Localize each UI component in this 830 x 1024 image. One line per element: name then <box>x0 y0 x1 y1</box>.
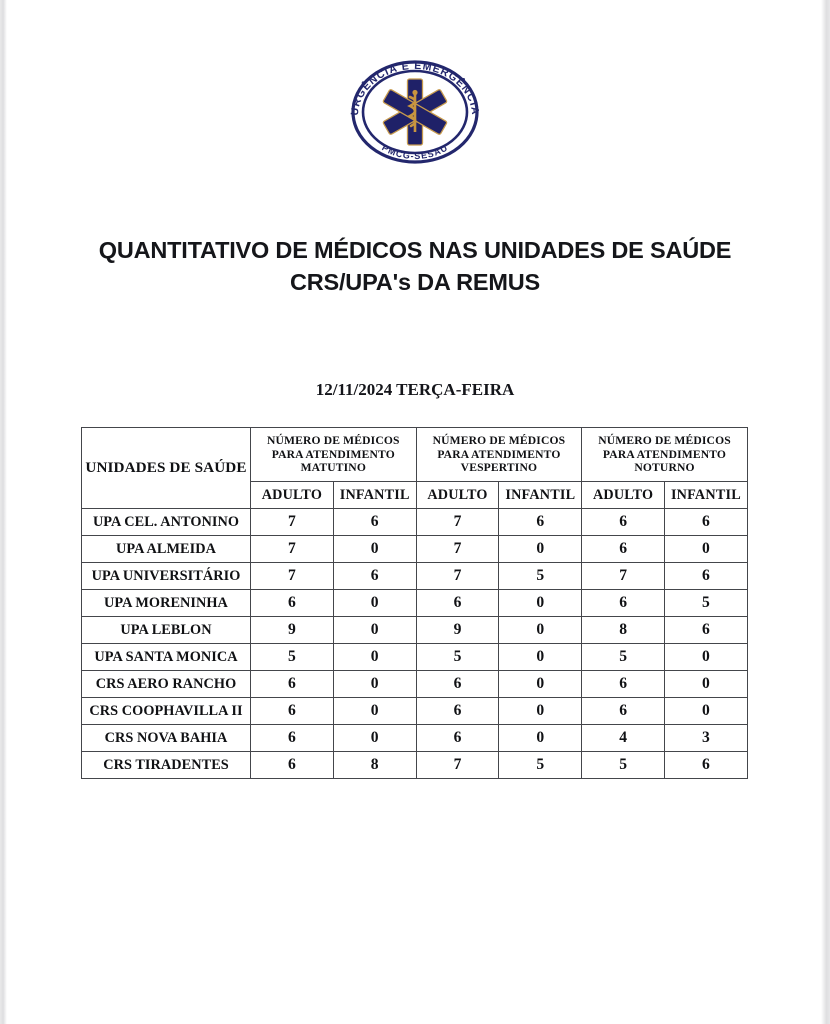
cell-vespertino-adulto: 6 <box>416 671 499 698</box>
cell-vespertino-infantil: 0 <box>499 644 582 671</box>
group-header-line-2: PARA ATENDIMENTO <box>271 447 395 461</box>
urgencia-emergencia-seal-icon <box>336 58 494 166</box>
group-header-line-3: VESPERTINO <box>460 461 538 475</box>
cell-noturno-infantil: 0 <box>665 644 748 671</box>
cell-unit-name: UPA MORENINHA <box>82 590 251 617</box>
cell-noturno-adulto: 5 <box>582 644 665 671</box>
cell-noturno-adulto: 6 <box>582 671 665 698</box>
cell-vespertino-adulto: 6 <box>416 725 499 752</box>
cell-unit-name: UPA LEBLON <box>82 617 251 644</box>
doctors-count-table-container <box>81 427 747 779</box>
cell-matutino-adulto: 9 <box>251 617 334 644</box>
cell-noturno-infantil: 3 <box>665 725 748 752</box>
cell-unit-name: UPA ALMEIDA <box>82 536 251 563</box>
cell-unit-name: CRS AERO RANCHO <box>82 671 251 698</box>
group-header-line-1: NÚMERO DE MÉDICOS <box>432 434 566 448</box>
cell-vespertino-infantil: 5 <box>499 752 582 779</box>
cell-matutino-adulto: 6 <box>251 698 334 725</box>
group-header-line-2: PARA ATENDIMENTO <box>602 447 727 461</box>
document-date: 12/11/2024 TERÇA-FEIRA <box>315 380 515 399</box>
table-body <box>82 509 748 779</box>
column-header-noturno-infantil: INFANTIL <box>665 482 748 509</box>
table-row <box>82 563 748 590</box>
cell-unit-name: UPA SANTA MONICA <box>82 644 251 671</box>
cell-matutino-infantil: 0 <box>333 725 416 752</box>
cell-vespertino-infantil: 6 <box>499 509 582 536</box>
column-header-matutino-adulto: ADULTO <box>251 482 334 509</box>
svg-text:PMCG-SESAU: PMCG-SESAU <box>380 142 450 162</box>
cell-vespertino-adulto: 6 <box>416 590 499 617</box>
cell-unit-name: CRS COOPHAVILLA II <box>82 698 251 725</box>
cell-noturno-infantil: 6 <box>665 617 748 644</box>
table-row <box>82 617 748 644</box>
table-row <box>82 725 748 752</box>
cell-noturno-infantil: 6 <box>665 752 748 779</box>
cell-vespertino-adulto: 7 <box>416 509 499 536</box>
cell-unit-name: UPA UNIVERSITÁRIO <box>82 563 251 590</box>
group-header-line-3: MATUTINO <box>300 461 366 475</box>
table-row <box>82 536 748 563</box>
column-header-vespertino-infantil: INFANTIL <box>499 482 582 509</box>
column-group-header-noturno <box>582 428 748 482</box>
group-header-line-1: NÚMERO DE MÉDICOS <box>266 434 400 448</box>
column-header-vespertino-adulto: ADULTO <box>416 482 499 509</box>
cell-vespertino-infantil: 0 <box>499 671 582 698</box>
cell-vespertino-adulto: 7 <box>416 563 499 590</box>
table-head <box>82 428 748 509</box>
table-row <box>82 509 748 536</box>
group-header-line-2: PARA ATENDIMENTO <box>437 447 561 461</box>
cell-matutino-adulto: 7 <box>251 563 334 590</box>
cell-noturno-infantil: 6 <box>665 563 748 590</box>
cell-noturno-adulto: 4 <box>582 725 665 752</box>
cell-noturno-adulto: 6 <box>582 536 665 563</box>
column-group-header-matutino <box>251 428 417 482</box>
cell-matutino-infantil: 6 <box>333 509 416 536</box>
cell-noturno-adulto: 6 <box>582 698 665 725</box>
cell-matutino-adulto: 6 <box>251 725 334 752</box>
cell-noturno-infantil: 6 <box>665 509 748 536</box>
cell-matutino-infantil: 0 <box>333 536 416 563</box>
cell-matutino-infantil: 0 <box>333 644 416 671</box>
svg-text:URGÊNCIA E EMERGÊNCIA: URGÊNCIA E EMERGÊNCIA <box>348 59 482 117</box>
cell-noturno-adulto: 6 <box>582 509 665 536</box>
cell-noturno-infantil: 0 <box>665 671 748 698</box>
group-header-line-3: NOTURNO <box>634 461 695 475</box>
table-row <box>82 698 748 725</box>
cell-vespertino-infantil: 5 <box>499 563 582 590</box>
page-title-line-1: QUANTITATIVO DE MÉDICOS NAS UNIDADES DE SAÚDE <box>98 237 732 263</box>
cell-matutino-infantil: 0 <box>333 698 416 725</box>
cell-noturno-adulto: 5 <box>582 752 665 779</box>
cell-matutino-adulto: 5 <box>251 644 334 671</box>
cell-noturno-adulto: 6 <box>582 590 665 617</box>
cell-unit-name: CRS TIRADENTES <box>82 752 251 779</box>
cell-noturno-infantil: 0 <box>665 536 748 563</box>
doctors-count-table <box>81 427 748 779</box>
cell-noturno-infantil: 0 <box>665 698 748 725</box>
cell-noturno-adulto: 8 <box>582 617 665 644</box>
cell-matutino-infantil: 0 <box>333 617 416 644</box>
cell-matutino-infantil: 6 <box>333 563 416 590</box>
cell-vespertino-infantil: 0 <box>499 725 582 752</box>
cell-matutino-adulto: 7 <box>251 509 334 536</box>
cell-vespertino-adulto: 6 <box>416 698 499 725</box>
cell-unit-name: UPA CEL. ANTONINO <box>82 509 251 536</box>
cell-matutino-infantil: 0 <box>333 590 416 617</box>
cell-vespertino-infantil: 0 <box>499 698 582 725</box>
cell-matutino-adulto: 6 <box>251 671 334 698</box>
cell-vespertino-adulto: 7 <box>416 752 499 779</box>
cell-vespertino-adulto: 9 <box>416 617 499 644</box>
table-row <box>82 590 748 617</box>
cell-vespertino-infantil: 0 <box>499 617 582 644</box>
cell-matutino-infantil: 8 <box>333 752 416 779</box>
logo-container <box>0 58 830 171</box>
table-row <box>82 644 748 671</box>
column-header-matutino-infantil: INFANTIL <box>333 482 416 509</box>
cell-matutino-adulto: 6 <box>251 752 334 779</box>
cell-noturno-adulto: 7 <box>582 563 665 590</box>
cell-matutino-adulto: 6 <box>251 590 334 617</box>
cell-matutino-adulto: 7 <box>251 536 334 563</box>
group-header-line-1: NÚMERO DE MÉDICOS <box>598 434 731 448</box>
page-title-line-2: CRS/UPA's DA REMUS <box>289 269 541 295</box>
cell-noturno-infantil: 5 <box>665 590 748 617</box>
table-row <box>82 671 748 698</box>
column-header-unidades: UNIDADES DE SAÚDE <box>82 428 251 509</box>
table-row <box>82 752 748 779</box>
cell-vespertino-infantil: 0 <box>499 536 582 563</box>
column-header-noturno-adulto: ADULTO <box>582 482 665 509</box>
cell-vespertino-adulto: 7 <box>416 536 499 563</box>
page-title <box>0 234 830 298</box>
cell-vespertino-infantil: 0 <box>499 590 582 617</box>
cell-vespertino-adulto: 5 <box>416 644 499 671</box>
column-group-header-vespertino <box>416 428 582 482</box>
cell-matutino-infantil: 0 <box>333 671 416 698</box>
table-header-row-groups <box>82 428 748 482</box>
cell-unit-name: CRS NOVA BAHIA <box>82 725 251 752</box>
